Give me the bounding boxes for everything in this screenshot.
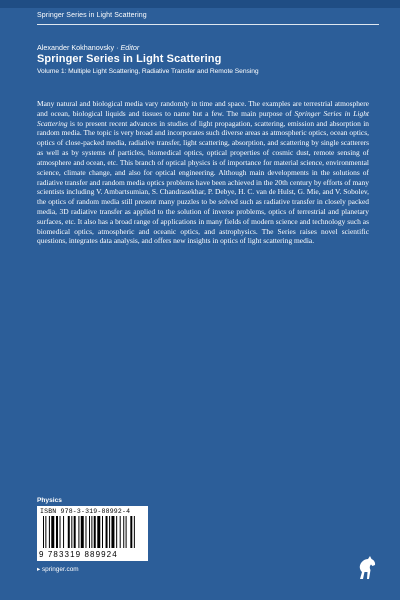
author-role: Editor (120, 43, 140, 52)
description-blurb (37, 99, 369, 246)
author-separator: · (116, 43, 121, 52)
header-rule (37, 24, 379, 25)
blurb-text-1: Many natural and biological media vary randomly in time and space. The examples are terrestrial atmosphere and ocean, biological liquids and tissues to name but a few. The main purpose of (37, 99, 369, 118)
volume-subtitle: Volume 1: Multiple Light Scattering, Radiative Transfer and Remote Sensing (37, 68, 259, 75)
blurb-paragraph (37, 99, 369, 246)
publisher-website: ▸ springer.com (37, 566, 79, 573)
author-name: Alexander Kokhanovsky (37, 43, 115, 52)
book-title: Springer Series in Light Scattering (37, 53, 222, 65)
barcode (37, 506, 148, 561)
author-line (37, 43, 139, 52)
series-header: Springer Series in Light Scattering (37, 12, 147, 19)
barcode-bars (37, 516, 148, 550)
blurb-text-2: is to present recent advances in studies of light propagation, scattering, emission and absorption in random media. The topic is very broad and incorporates such diverse areas as atmospheric optics, ocean optics, optics of close-packed media, radiative transfer, light scattering, absorption, and scattering by single scatterers as well as by systems of particles, biomedical optics, optical properties of cosmic dust, remote sensing of atmosphere and ocean, etc. This branch of optical physics is of importance for material science, environmental science, climate change, and also for optical engineering. Although main developments in the solutions of radiative transfer and random media optics problems have been achieved in the 20th century by efforts of many scientists including V. Ambartsumian, S. Chandrasekhar, P. Debye, H. C. van de Hulst, G. Mie, and V. Sobolev, the optics of random media still present many puzzles to be solved such as radiative transfer in closely packed media, 3D radiative transfer as applied to the solution of inverse problems, optics of terrestrial and planetary surfaces, etc. It also has a broad range of applications in many fields of modern science and technology such as biomedical optics, atmospheric and oceanic optics, and astrophysics. The Series raises novel scientific questions, integrates data analysis, and offers new insights in optics of light scattering media. (37, 118, 369, 246)
subject-label: Physics (37, 497, 62, 504)
springer-horse-logo-icon (356, 555, 378, 586)
blurb-series-title: Springer Series in Light Scattering (37, 108, 369, 128)
top-band (0, 0, 400, 8)
barcode-digits: 9 783319 889924 (39, 550, 118, 559)
isbn-label: ISBN 978-3-319-88992-4 (40, 508, 131, 515)
